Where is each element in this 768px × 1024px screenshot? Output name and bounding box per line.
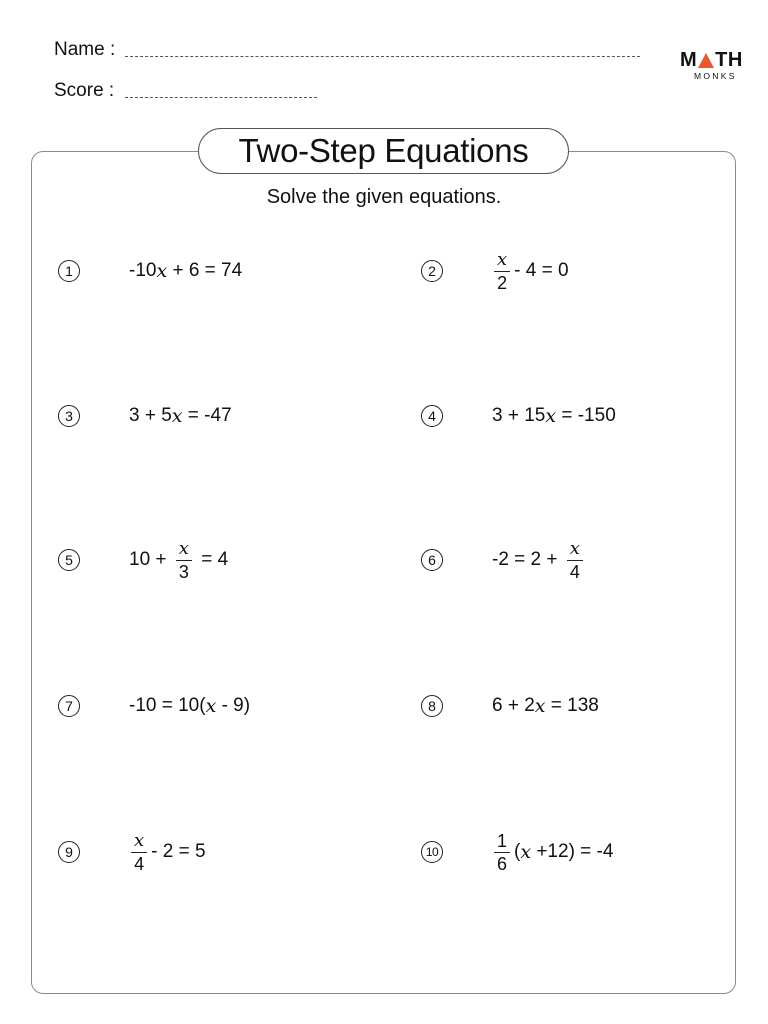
problem-6 <box>421 537 587 582</box>
problem-number-2: 2 <box>421 260 443 282</box>
logo-text-left: M <box>680 49 698 71</box>
eq-fraction <box>176 537 192 582</box>
math-monks-logo <box>680 50 742 81</box>
eq-variable: x <box>156 260 168 282</box>
eq-text: + 6 = 74 <box>167 260 243 281</box>
worksheet-title: Two-Step Equations <box>198 128 569 174</box>
eq-fraction <box>494 248 510 293</box>
instructions: Solve the given equations. <box>266 186 502 208</box>
equation-1 <box>129 260 242 282</box>
score-label: Score : <box>54 80 115 101</box>
eq-text: -2 = 2 + <box>492 549 563 570</box>
problem-2 <box>421 248 569 293</box>
fraction-denominator: 4 <box>134 853 145 874</box>
equation-3 <box>129 405 232 427</box>
eq-text: = -47 <box>182 405 232 426</box>
eq-text: +12) = -4 <box>531 841 614 862</box>
name-label: Name : <box>54 39 116 60</box>
fraction-denominator: 6 <box>497 853 508 874</box>
eq-text: 10 + <box>129 549 172 570</box>
eq-text: - 2 = 5 <box>151 841 206 862</box>
score-field[interactable] <box>125 97 317 98</box>
fraction-denominator: 4 <box>569 561 580 582</box>
fraction-numerator: x <box>494 251 510 272</box>
problem-7 <box>58 686 250 726</box>
problem-number-5: 5 <box>58 549 80 571</box>
fraction-denominator: 2 <box>497 272 508 293</box>
problem-number-8: 8 <box>421 695 443 717</box>
problem-number-9: 9 <box>58 841 80 863</box>
eq-variable: x <box>545 405 557 427</box>
eq-fraction <box>567 537 583 582</box>
eq-text: ( <box>514 841 521 862</box>
eq-text: = 4 <box>195 549 229 570</box>
problem-10 <box>421 832 613 872</box>
fraction-numerator: x <box>567 540 583 561</box>
equation-6 <box>492 537 587 582</box>
problem-3 <box>58 396 232 436</box>
eq-fraction <box>131 829 147 874</box>
fraction-numerator: x <box>176 540 192 561</box>
equation-2 <box>490 248 569 293</box>
eq-variable: x <box>171 405 183 427</box>
logo-text-right: TH <box>715 49 743 71</box>
equation-8 <box>492 695 599 717</box>
name-field[interactable] <box>125 56 640 57</box>
problem-number-10: 10 <box>421 841 443 863</box>
equation-4 <box>492 405 616 427</box>
eq-text: 3 + 15 <box>492 405 546 426</box>
problem-1 <box>58 251 242 291</box>
problem-number-3: 3 <box>58 405 80 427</box>
triangle-icon <box>698 53 714 68</box>
eq-text: = -150 <box>556 405 616 426</box>
equation-5 <box>129 537 229 582</box>
eq-text: - 4 = 0 <box>514 260 569 281</box>
logo-subtitle: MONKS <box>694 71 737 81</box>
eq-text: 3 + 5 <box>129 405 172 426</box>
problem-5 <box>58 537 229 582</box>
eq-variable: x <box>205 695 217 717</box>
problem-number-1: 1 <box>58 260 80 282</box>
eq-variable: x <box>534 695 546 717</box>
eq-text: -10 = 10( <box>129 695 206 716</box>
fraction-numerator: x <box>131 832 147 853</box>
fraction-numerator: 1 <box>494 832 510 853</box>
equation-7 <box>129 695 250 717</box>
problem-8 <box>421 686 599 726</box>
eq-text: - 9) <box>216 695 251 716</box>
eq-text: 6 + 2 <box>492 695 535 716</box>
eq-text: -10 <box>129 260 157 281</box>
eq-text: = 138 <box>545 695 599 716</box>
problem-number-6: 6 <box>421 549 443 571</box>
problem-number-4: 4 <box>421 405 443 427</box>
problem-4 <box>421 396 616 436</box>
eq-fraction <box>494 832 510 873</box>
problem-9 <box>58 829 206 874</box>
problem-number-7: 7 <box>58 695 80 717</box>
eq-variable: x <box>520 841 532 863</box>
equation-10 <box>490 832 613 873</box>
equation-9 <box>127 829 206 874</box>
fraction-denominator: 3 <box>178 561 189 582</box>
